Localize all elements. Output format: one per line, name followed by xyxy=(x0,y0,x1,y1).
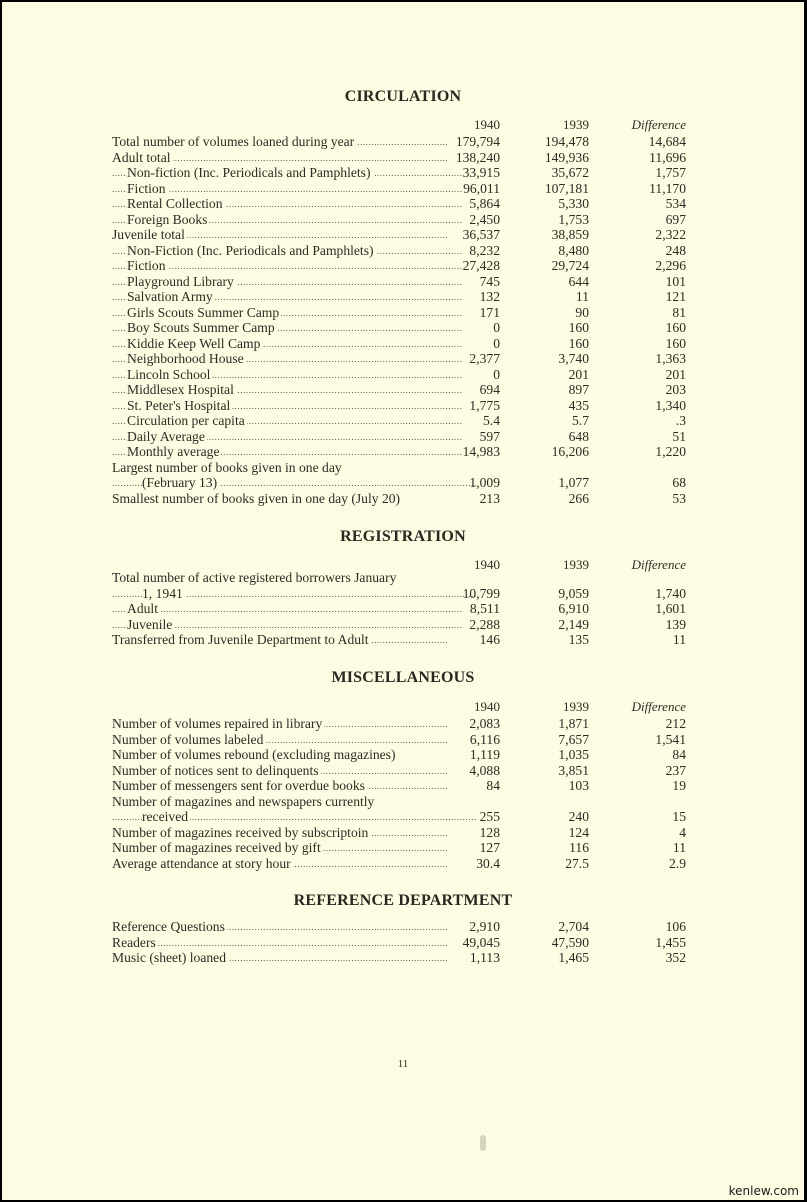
value-v3: 203 xyxy=(665,382,686,397)
table-row xyxy=(112,809,692,825)
miscellaneous-column-headers xyxy=(112,699,692,715)
row-label xyxy=(112,732,447,748)
value-v2: 2,704 xyxy=(558,919,589,934)
row-label-text: Non-Fiction (Inc. Periodicals and Pamphlets) xyxy=(127,242,374,258)
table-row xyxy=(112,320,692,336)
value-v2: 107,181 xyxy=(544,180,589,196)
registration-title: REGISTRATION xyxy=(340,528,466,545)
row-label-text: Number of magazines received by subscriptoin xyxy=(112,824,369,840)
value-v1: 2,450 xyxy=(469,211,500,227)
row-label xyxy=(112,617,462,633)
value-v1: 6,116 xyxy=(469,731,500,747)
row-label xyxy=(112,444,462,460)
value-v1: 2,288 xyxy=(469,616,500,632)
row-label xyxy=(112,429,462,445)
value-v2: 90 xyxy=(575,304,589,320)
row-label xyxy=(112,794,447,810)
value-v2: 7,657 xyxy=(558,731,589,747)
table-row xyxy=(112,134,692,150)
value-v1: 127 xyxy=(479,840,500,855)
value-v3: 1,455 xyxy=(655,934,686,950)
value-v1: 128 xyxy=(479,824,500,840)
table-row xyxy=(112,367,692,383)
value-v2: 648 xyxy=(568,428,589,444)
value-v2: 644 xyxy=(568,273,589,289)
value-v3: 237 xyxy=(665,762,686,778)
value-v2: 103 xyxy=(568,778,589,793)
value-v3: 697 xyxy=(665,211,686,227)
value-v3: 84 xyxy=(672,747,686,762)
value-v2: 29,724 xyxy=(551,258,589,273)
row-label-text: Daily Average xyxy=(127,428,205,444)
value-v1: 213 xyxy=(479,490,500,506)
row-label-text: Rental Collection xyxy=(127,196,223,211)
value-v3: 4 xyxy=(679,824,686,840)
table-row xyxy=(112,491,692,507)
value-v3: 53 xyxy=(672,490,686,506)
value-v3: 160 xyxy=(665,320,686,335)
row-label xyxy=(112,413,462,429)
value-v2: 16,206 xyxy=(551,444,589,459)
value-v3: 139 xyxy=(665,616,686,632)
value-v3: 1,601 xyxy=(655,601,686,616)
value-v2: 1,077 xyxy=(558,475,589,490)
row-label xyxy=(112,491,447,507)
value-v1: 96,011 xyxy=(463,180,500,196)
value-v1: 5,864 xyxy=(469,196,500,211)
col-1940: 1940 xyxy=(474,699,500,714)
row-label-text: Circulation per capita xyxy=(127,413,245,428)
table-row xyxy=(112,212,692,228)
table-row xyxy=(112,840,692,856)
value-v2: 8,480 xyxy=(558,242,589,258)
table-row xyxy=(112,165,692,181)
row-label-text: Number of volumes rebound (excluding magazines) xyxy=(112,747,396,762)
value-v2: 38,859 xyxy=(551,227,589,242)
row-label xyxy=(112,382,462,398)
row-label-text: Total number of active registered borrowers January xyxy=(112,570,397,585)
table-row xyxy=(112,586,692,602)
smudge-mark xyxy=(480,1135,486,1151)
table-row xyxy=(112,413,692,429)
table-row xyxy=(112,617,692,633)
value-v1: 4,088 xyxy=(469,762,500,778)
table-row xyxy=(112,570,692,586)
row-label xyxy=(112,181,462,197)
row-label-text: Number of magazines received by gift xyxy=(112,840,321,855)
table-row xyxy=(112,825,692,841)
value-v3: 11,170 xyxy=(649,180,686,196)
table-row xyxy=(112,227,692,243)
table-row xyxy=(112,382,692,398)
value-v2: 47,590 xyxy=(551,934,589,950)
value-v1: 27,428 xyxy=(462,258,500,273)
value-v2: 27.5 xyxy=(565,855,589,871)
row-label-text: Total number of volumes loaned during year xyxy=(112,134,355,149)
value-v1: 1,009 xyxy=(469,475,500,490)
table-row xyxy=(112,732,692,748)
value-v2: 5,330 xyxy=(558,196,589,211)
value-v3: 160 xyxy=(665,335,686,351)
reference-title: REFERENCE DEPARTMENT xyxy=(293,892,513,909)
table-row xyxy=(112,950,692,966)
table-row xyxy=(112,601,692,617)
col-difference: Difference xyxy=(631,117,686,132)
row-label-text: Number of messengers sent for overdue books xyxy=(112,778,365,793)
table-row xyxy=(112,475,692,491)
value-v2: 1,035 xyxy=(558,747,589,762)
table-row xyxy=(112,935,692,951)
row-label xyxy=(112,475,477,491)
table-row xyxy=(112,856,692,872)
row-label-text: Neighborhood House xyxy=(127,351,244,366)
value-v3: 1,541 xyxy=(655,731,686,747)
row-label-text: Girls Scouts Summer Camp xyxy=(127,304,280,320)
value-v3: 19 xyxy=(672,778,686,793)
value-v1: 0 xyxy=(493,366,500,382)
value-v2: 6,910 xyxy=(558,601,589,616)
row-label-text: Transferred from Juvenile Department to Adult xyxy=(112,632,369,647)
row-label xyxy=(112,165,462,181)
row-label xyxy=(112,336,462,352)
circulation-title: CIRCULATION xyxy=(344,88,462,105)
value-v1: 84 xyxy=(486,778,500,793)
value-v2: 35,672 xyxy=(551,165,589,180)
value-v3: 248 xyxy=(665,242,686,258)
value-v3: 2.9 xyxy=(669,855,686,871)
value-v2: 897 xyxy=(568,382,589,397)
table-row xyxy=(112,444,692,460)
value-v1: 33,915 xyxy=(462,165,500,180)
value-v3: 11 xyxy=(672,632,686,647)
value-v3: 1,220 xyxy=(655,444,686,459)
value-v1: 0 xyxy=(493,320,500,335)
table-row xyxy=(112,919,692,935)
table-row xyxy=(112,336,692,352)
value-v3: 106 xyxy=(665,919,686,934)
table-row xyxy=(112,763,692,779)
value-v3: 68 xyxy=(672,475,686,490)
row-label xyxy=(112,212,462,228)
table-row xyxy=(112,258,692,274)
circulation-column-headers xyxy=(112,117,692,133)
row-label xyxy=(112,305,462,321)
row-label-text: Juvenile xyxy=(127,616,173,632)
col-difference: Difference xyxy=(631,699,686,714)
row-label xyxy=(112,809,477,825)
row-label-text: Salvation Army xyxy=(127,289,213,304)
value-v1: 14,983 xyxy=(462,444,500,459)
row-label xyxy=(112,351,462,367)
document-page xyxy=(2,2,804,1200)
row-label xyxy=(112,601,462,617)
table-row xyxy=(112,351,692,367)
row-label-text: Smallest number of books given in one day (July 20) xyxy=(112,490,401,506)
table-row xyxy=(112,778,692,794)
table-row xyxy=(112,150,692,166)
value-v1: 745 xyxy=(479,273,500,289)
row-label xyxy=(112,763,447,779)
table-row xyxy=(112,716,692,732)
value-v1: 146 xyxy=(479,632,500,647)
row-label xyxy=(112,274,462,290)
value-v3: 14,684 xyxy=(648,134,686,149)
row-label-text: Number of volumes labeled xyxy=(112,731,264,747)
value-v1: 1,113 xyxy=(469,950,500,965)
value-v2: 124 xyxy=(568,824,589,840)
row-label xyxy=(112,367,462,383)
value-v3: .3 xyxy=(675,413,686,428)
value-v1: 30.4 xyxy=(476,855,500,871)
value-v3: 15 xyxy=(672,809,686,824)
value-v3: 212 xyxy=(665,716,686,731)
row-label xyxy=(112,243,462,259)
row-label-text: Boy Scouts Summer Camp xyxy=(127,320,275,335)
value-v1: 36,537 xyxy=(462,227,500,242)
row-label-text: Monthly average xyxy=(127,444,220,459)
row-label xyxy=(112,935,447,951)
col-1939: 1939 xyxy=(563,699,589,714)
watermark: kenlew.com xyxy=(728,1184,799,1198)
row-label xyxy=(112,227,447,243)
value-v3: 1,757 xyxy=(655,165,686,180)
col-1939: 1939 xyxy=(563,117,589,132)
table-row xyxy=(112,747,692,763)
col-1939: 1939 xyxy=(563,557,589,572)
row-label-text: Largest number of books given in one day xyxy=(112,459,342,475)
row-label xyxy=(112,919,447,935)
value-v2: 1,871 xyxy=(558,716,589,731)
value-v2: 1,465 xyxy=(558,950,589,965)
value-v3: 2,296 xyxy=(655,258,686,273)
table-row xyxy=(112,794,692,810)
row-label-text: Number of magazines and newspapers currently xyxy=(112,793,375,809)
value-v3: 81 xyxy=(672,304,686,320)
value-v2: 160 xyxy=(568,335,589,351)
row-label-text: Number of notices sent to delinquents xyxy=(112,762,319,778)
value-v2: 116 xyxy=(569,840,589,855)
value-v1: 597 xyxy=(479,428,500,444)
value-v1: 8,232 xyxy=(469,242,500,258)
row-label-text: Juvenile total xyxy=(112,227,185,242)
value-v2: 149,936 xyxy=(544,149,589,165)
row-label xyxy=(112,398,462,414)
row-label-text: Fiction xyxy=(127,180,166,196)
row-label xyxy=(112,460,447,476)
row-label xyxy=(112,586,477,602)
value-v2: 1,753 xyxy=(558,211,589,227)
row-label-text: Fiction xyxy=(127,258,166,273)
row-label-text: Readers xyxy=(112,934,156,950)
value-v3: 51 xyxy=(672,428,686,444)
row-label xyxy=(112,747,447,763)
row-label-text: Middlesex Hospital xyxy=(127,382,234,397)
value-v1: 10,799 xyxy=(462,585,500,601)
value-v1: 2,377 xyxy=(469,351,500,366)
value-v1: 255 xyxy=(479,809,500,824)
table-row xyxy=(112,289,692,305)
row-label-text: Number of volumes repaired in library xyxy=(112,716,323,731)
table-row xyxy=(112,181,692,197)
table-row xyxy=(112,632,692,648)
value-v3: 11,696 xyxy=(649,149,686,165)
value-v2: 3,851 xyxy=(558,762,589,778)
value-v1: 0 xyxy=(493,335,500,351)
row-label-text: St. Peter's Hospital xyxy=(127,397,231,413)
value-v3: 201 xyxy=(665,366,686,382)
value-v3: 2,322 xyxy=(655,227,686,242)
value-v1: 171 xyxy=(479,304,500,320)
table-row xyxy=(112,460,692,476)
value-v2: 9,059 xyxy=(558,585,589,601)
row-label xyxy=(112,196,462,212)
row-label-text: (February 13) xyxy=(142,475,218,490)
col-1940: 1940 xyxy=(474,557,500,572)
value-v2: 3,740 xyxy=(558,351,589,366)
value-v2: 2,149 xyxy=(558,616,589,632)
row-label-text: Non-fiction (Inc. Periodicals and Pamphlets) xyxy=(127,165,371,180)
row-label-text: Kiddie Keep Well Camp xyxy=(127,335,261,351)
row-label xyxy=(112,289,462,305)
value-v3: 352 xyxy=(665,950,686,965)
row-label-text: 1, 1941 xyxy=(142,585,183,601)
value-v2: 266 xyxy=(568,490,589,506)
value-v2: 435 xyxy=(568,397,589,413)
row-label xyxy=(112,134,447,150)
value-v1: 2,910 xyxy=(469,919,500,934)
value-v3: 1,740 xyxy=(655,585,686,601)
value-v1: 8,511 xyxy=(469,601,500,616)
value-v2: 135 xyxy=(568,632,589,647)
row-label-text: Music (sheet) loaned xyxy=(112,950,227,965)
row-label-text: Playground Library xyxy=(127,273,234,289)
value-v2: 160 xyxy=(568,320,589,335)
row-label xyxy=(112,950,447,966)
value-v3: 1,340 xyxy=(655,397,686,413)
row-label-text: Reference Questions xyxy=(112,919,225,934)
row-label xyxy=(112,778,447,794)
row-label xyxy=(112,258,462,274)
value-v2: 201 xyxy=(568,366,589,382)
value-v2: 240 xyxy=(568,809,589,824)
value-v1: 1,775 xyxy=(469,397,500,413)
row-label-text: Adult xyxy=(127,601,158,616)
value-v3: 101 xyxy=(665,273,686,289)
row-label xyxy=(112,570,447,586)
row-label-text: Adult total xyxy=(112,149,171,165)
value-v3: 534 xyxy=(665,196,686,211)
table-row xyxy=(112,274,692,290)
value-v3: 11 xyxy=(672,840,686,855)
col-1940: 1940 xyxy=(474,117,500,132)
row-label xyxy=(112,716,447,732)
table-row xyxy=(112,243,692,259)
row-label xyxy=(112,856,447,872)
value-v2: 11 xyxy=(575,289,589,304)
table-row xyxy=(112,305,692,321)
miscellaneous-title: MISCELLANEOUS xyxy=(331,669,475,686)
row-label xyxy=(112,840,447,856)
row-label-text: Average attendance at story hour xyxy=(112,855,291,871)
page-number: 11 xyxy=(397,1058,409,1070)
value-v1: 1,119 xyxy=(469,747,500,762)
row-label-text: Lincoln School xyxy=(127,366,211,382)
table-row xyxy=(112,196,692,212)
value-v3: 121 xyxy=(665,289,686,304)
table-row xyxy=(112,429,692,445)
value-v1: 138,240 xyxy=(455,149,500,165)
table-row xyxy=(112,398,692,414)
value-v2: 194,478 xyxy=(544,134,589,149)
value-v1: 2,083 xyxy=(469,716,500,731)
row-label-text: Foreign Books xyxy=(127,211,208,227)
row-label xyxy=(112,150,447,166)
value-v3: 1,363 xyxy=(655,351,686,366)
col-difference: Difference xyxy=(631,557,686,572)
row-label xyxy=(112,320,462,336)
row-label xyxy=(112,825,447,841)
value-v2: 5.7 xyxy=(572,413,589,428)
value-v1: 179,794 xyxy=(455,134,500,149)
value-v1: 694 xyxy=(479,382,500,397)
value-v1: 5.4 xyxy=(483,413,500,428)
row-label xyxy=(112,632,447,648)
value-v1: 132 xyxy=(479,289,500,304)
value-v1: 49,045 xyxy=(462,934,500,950)
row-label-text: received xyxy=(142,809,189,824)
